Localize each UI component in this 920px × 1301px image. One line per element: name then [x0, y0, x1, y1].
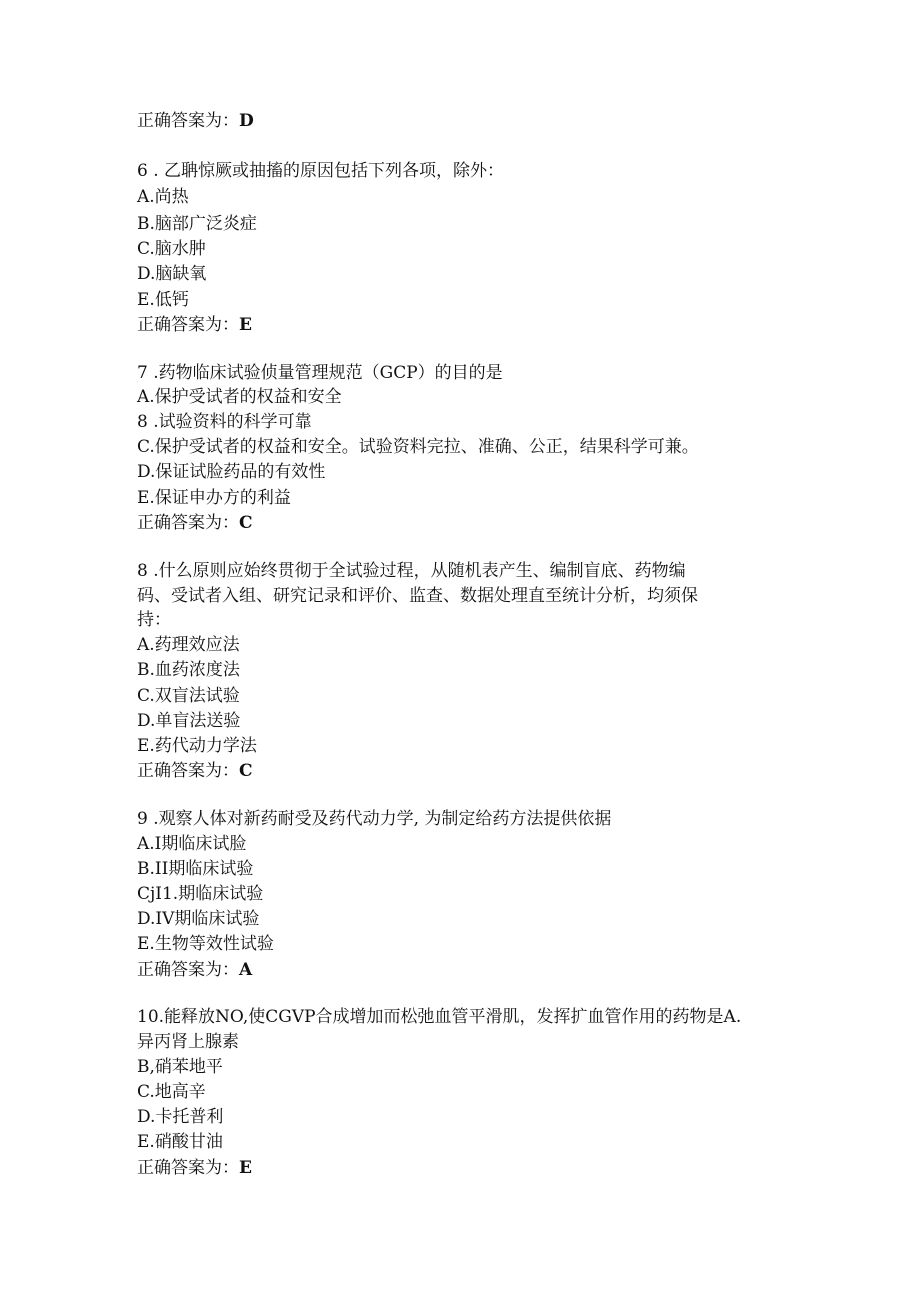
answer-label: 正确答案为：	[137, 761, 239, 781]
option: D.脑缺氧	[137, 264, 207, 284]
question-stem: 9 .观察人体对新药耐受及药代动力学, 为制定给药方法提供依据	[137, 809, 612, 829]
option: B.血药浓度法	[137, 660, 240, 680]
option: D.保证试脸药品的有效性	[137, 462, 326, 482]
option: A.药理效应法	[137, 635, 240, 655]
option: C.保护受试者的权益和安全。试验资料完拉、准确、公正，结果科学可兼。	[137, 437, 699, 457]
option: CjI1.期临床试验	[137, 884, 264, 904]
option: D.IV期临床试验	[137, 909, 260, 929]
answer-line	[137, 760, 253, 782]
option: D.卡托普利	[137, 1107, 224, 1127]
answer-value: C	[239, 761, 253, 781]
answer-value: E	[239, 1158, 252, 1178]
question-stem: 8 .什么原则应始终贯彻于全试验过程，从随机表产生、编制盲底、药物编	[137, 561, 686, 581]
answer-value: C	[239, 513, 253, 533]
option: B.脑部广泛炎症	[137, 214, 257, 234]
previous-answer-line	[137, 110, 254, 132]
answer-line	[137, 512, 253, 534]
answer-line	[137, 959, 252, 981]
question-stem: 异丙肾上腺素	[137, 1032, 239, 1052]
option: 8 .试验资料的科学可靠	[137, 412, 312, 432]
option: C.双盲法试验	[137, 686, 240, 706]
option: B,硝苯地平	[137, 1057, 223, 1077]
answer-line	[137, 1157, 252, 1179]
question-stem: 10.能释放NO,使CGVP合成增加而松弛血管平滑肌，发挥扩血管作用的药物是A.	[137, 1007, 742, 1027]
option: D.单盲法送验	[137, 711, 241, 731]
option: A.尚热	[137, 187, 189, 207]
answer-label: 正确答案为：	[137, 315, 239, 335]
answer-value: A	[239, 960, 253, 980]
option: A.保护受试者的权益和安全	[137, 387, 342, 407]
answer-label: 正确答案为：	[137, 960, 239, 980]
question-stem: 6 . 乙聃惊厥或抽搐的原因包括下列各项，除外：	[137, 161, 505, 181]
option: E.生物等效性试验	[137, 934, 274, 954]
option: B.II期临床试验	[137, 859, 254, 879]
answer-line	[137, 314, 252, 336]
answer-label: 正确答案为：	[137, 513, 239, 533]
answer-label: 正确答案为：	[137, 111, 239, 131]
option: E.低钙	[137, 290, 189, 310]
answer-value: E	[239, 315, 252, 335]
option: E.保证申办方的利益	[137, 488, 291, 508]
option: E.硝酸甘油	[137, 1132, 223, 1152]
question-stem: 7 .药物临床试验侦量管理规范（GCP）的目的是	[137, 363, 503, 383]
question-stem: 持：	[137, 610, 171, 630]
answer-label: 正确答案为：	[137, 1158, 239, 1178]
answer-value: D	[239, 111, 254, 131]
option: C.地高辛	[137, 1082, 206, 1102]
option: C.脑水肿	[137, 239, 206, 259]
question-stem: 码、受试者入组、研究记录和评价、监查、数据处理直至统计分析，均须保	[137, 586, 698, 606]
option: E.药代动力学法	[137, 736, 257, 756]
option: A.I期临床试脸	[137, 834, 247, 854]
